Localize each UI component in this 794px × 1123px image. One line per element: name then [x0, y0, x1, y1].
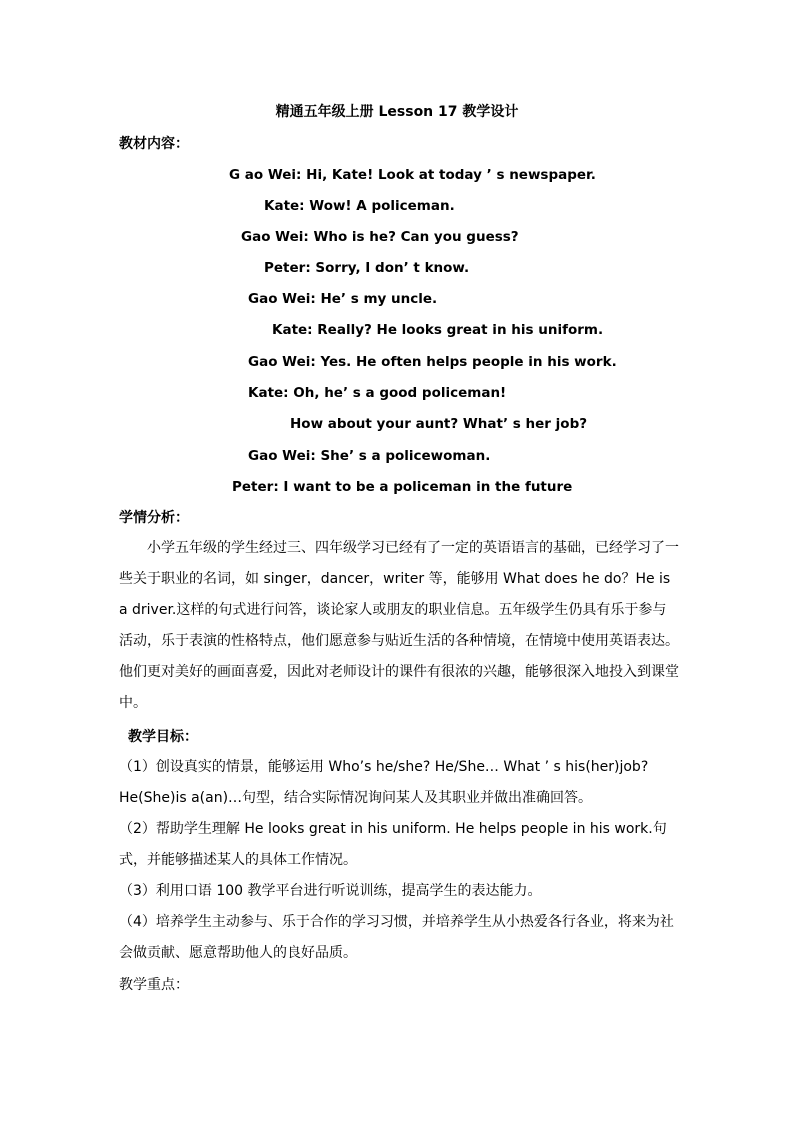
analysis-paragraph: 小学五年级的学生经过三、四年级学习已经有了一定的英语语言的基础，已经学习了一些关于职业的名词，如 singer，dancer，writer 等，能够用 What does he do？He is a driver.这样的句式进行问答，谈论家人或朋友的职业信息。五年级学生仍具有乐于参与活动，乐于表演的性格特点，他们愿意参与贴近生活的各种情境，在情境中使用英语表达。他们更对美好的画面喜爱，因此对老师设计的课件有很浓的兴趣，能够很深入地投入到课堂中。	[119, 540, 679, 711]
content-heading: 教材内容：	[119, 136, 189, 152]
dialogue-line: G ao Wei: Hi, Kate! Look at today ’ s newspaper.	[229, 167, 596, 183]
goal-item: （1）创设真实的情景，能够运用 Who’s he/she? He/She… What ’ s his(her)job? He(She)is a(an)…句型，结合实际情况询问某人及其职业并做出准确回答。	[119, 759, 649, 806]
goals-heading: 教学目标：	[128, 729, 198, 745]
dialogue-line: Gao Wei: He’ s my uncle.	[248, 291, 438, 307]
dialogue-line: Kate: Wow! A policeman.	[264, 198, 455, 214]
dialogue-line: Gao Wei: Who is he? Can you guess?	[241, 229, 519, 245]
goal-item: （3）利用口语 100 教学平台进行听说训练，提高学生的表达能力。	[119, 883, 542, 899]
goal-item: （4）培养学生主动参与、乐于合作的学习习惯，并培养学生从小热爱各行各业，将来为社会做贡献、愿意帮助他人的良好品质。	[119, 914, 674, 961]
dialogue-line: Gao Wei: Yes. He often helps people in his work.	[248, 354, 617, 370]
document-title: 精通五年级上册 Lesson 17 教学设计	[275, 104, 519, 120]
dialogue-line: Peter: I want to be a policeman in the future	[232, 479, 573, 495]
dialogue-line: Gao Wei: She’ s a policewoman.	[248, 448, 491, 464]
key-points-heading: 教学重点：	[119, 977, 189, 993]
analysis-heading: 学情分析：	[119, 510, 189, 526]
dialogue-line: Peter: Sorry, I don’ t know.	[264, 260, 470, 276]
dialogue-line: Kate: Oh, he’ s a good policeman!	[248, 385, 507, 401]
dialogue-line: How about your aunt? What’ s her job?	[290, 416, 588, 432]
goal-item: （2）帮助学生理解 He looks great in his uniform. He helps people in his work.句式，并能够描述某人的具体工作情况。	[119, 821, 667, 868]
dialogue-line: Kate: Really? He looks great in his uniform.	[272, 322, 604, 338]
